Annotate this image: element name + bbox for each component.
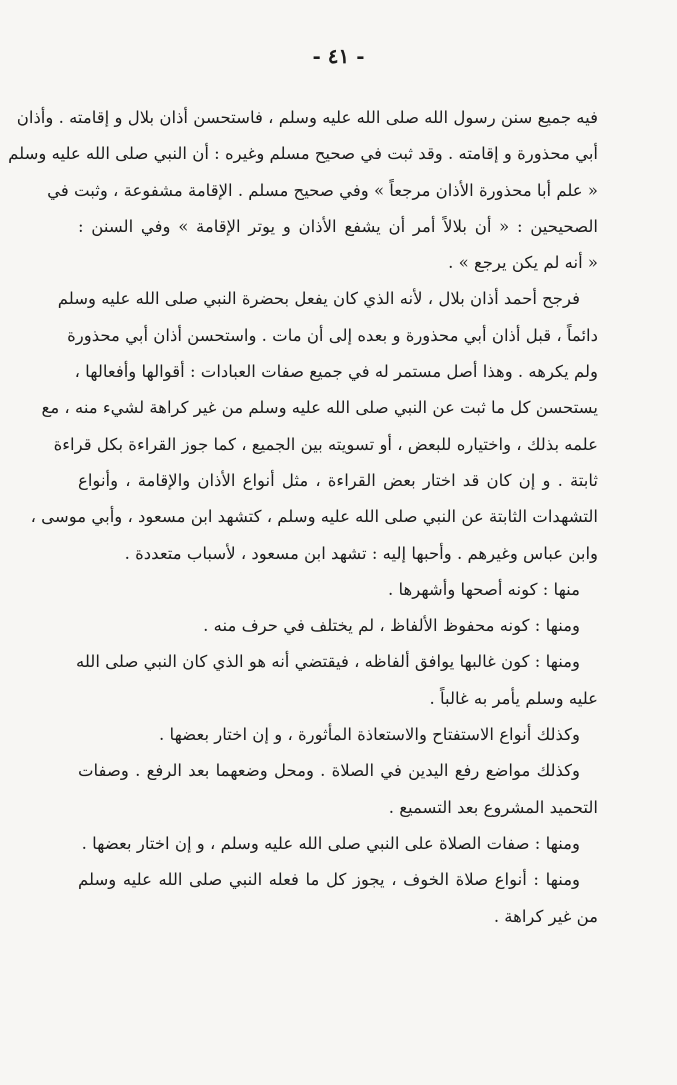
text-line: عليه وسلم يأمر به غالباً . <box>429 688 598 708</box>
text-line: « أنه لم يكن يرجع » . <box>448 253 598 273</box>
page-number: - ٤١ - <box>312 44 365 68</box>
text-line: ولم يكرهه . وهذا أصل مستمر له في جميع صفات العبادات : أقوالها وأفعالها ، <box>74 362 598 382</box>
text-line: ومنها : أنواع صلاة الخوف ، يجوز كل ما فعله النبي صلى الله عليه وسلم <box>78 870 580 890</box>
text-line: ومنها : صفات الصلاة على النبي صلى الله عليه وسلم ، و إن اختار بعضها . <box>81 833 580 853</box>
text-line: دائماً ، قبل أذان أبي محذورة و بعده إلى أن مات . واستحسن أذان أبي محذورة <box>67 325 598 345</box>
text-line: ومنها : كونه محفوظ الألفاظ ، لم يختلف في حرف منه . <box>203 616 580 636</box>
text-line: التشهدات الثابتة عن النبي صلى الله عليه وسلم ، كتشهد ابن مسعود ، وأبي موسى ، <box>30 507 598 527</box>
text-line: التحميد المشروع بعد التسميع . <box>388 797 598 817</box>
text-line: أبي محذورة و إقامته . وقد ثبت في صحيح مسلم وغيره : أن النبي صلى الله عليه وسلم <box>8 144 598 164</box>
page-body-text <box>8 100 598 935</box>
text-line: وابن عباس وغيرهم . وأحبها إليه : تشهد ابن مسعود ، لأسباب متعددة . <box>124 543 598 563</box>
text-line: فيه جميع سنن رسول الله صلى الله عليه وسلم ، فاستحسن أذان بلال و إقامته . وأذان <box>16 108 598 127</box>
text-line: منها : كونه أصحها وأشهرها . <box>388 579 580 599</box>
text-line: ومنها : كون غالبها يوافق ألفاظه ، فيقتضي أنه هو الذي كان النبي صلى الله <box>76 652 580 672</box>
text-line: « علم أبا محذورة الأذان مرجعاً » وفي صحيح مسلم . الإقامة مشفوعة ، وثبت في <box>47 180 598 200</box>
text-line: الصحيحين : « أن بلالاً أمر أن يشفع الأذان و يوتر الإقامة » وفي السنن : <box>78 216 598 236</box>
text-line: من غير كراهة . <box>493 906 598 926</box>
text-line: يستحسن كل ما ثبت عن النبي صلى الله عليه وسلم من غير كراهة لشيء منه ، مع <box>41 398 598 418</box>
text-line: فرجح أحمد أذان بلال ، لأنه الذي كان يفعل بحضرة النبي صلى الله عليه وسلم <box>57 289 580 309</box>
text-line: وكذلك مواضع رفع اليدين في الصلاة . ومحل وضعهما بعد الرفع . وصفات <box>78 761 580 781</box>
text-line: ثابتة . و إن كان قد اختار بعض القراءة ، مثل أنواع الأذان والإقامة ، وأنواع <box>78 470 598 490</box>
text-line: علمه بذلك ، واختياره للبعض ، أو تسويته بين الجميع ، كما جوز القراءة بكل قراءة <box>53 434 598 454</box>
text-line: وكذلك أنواع الاستفتاح والاستعاذة المأثورة ، و إن اختار بعضها . <box>159 725 580 745</box>
